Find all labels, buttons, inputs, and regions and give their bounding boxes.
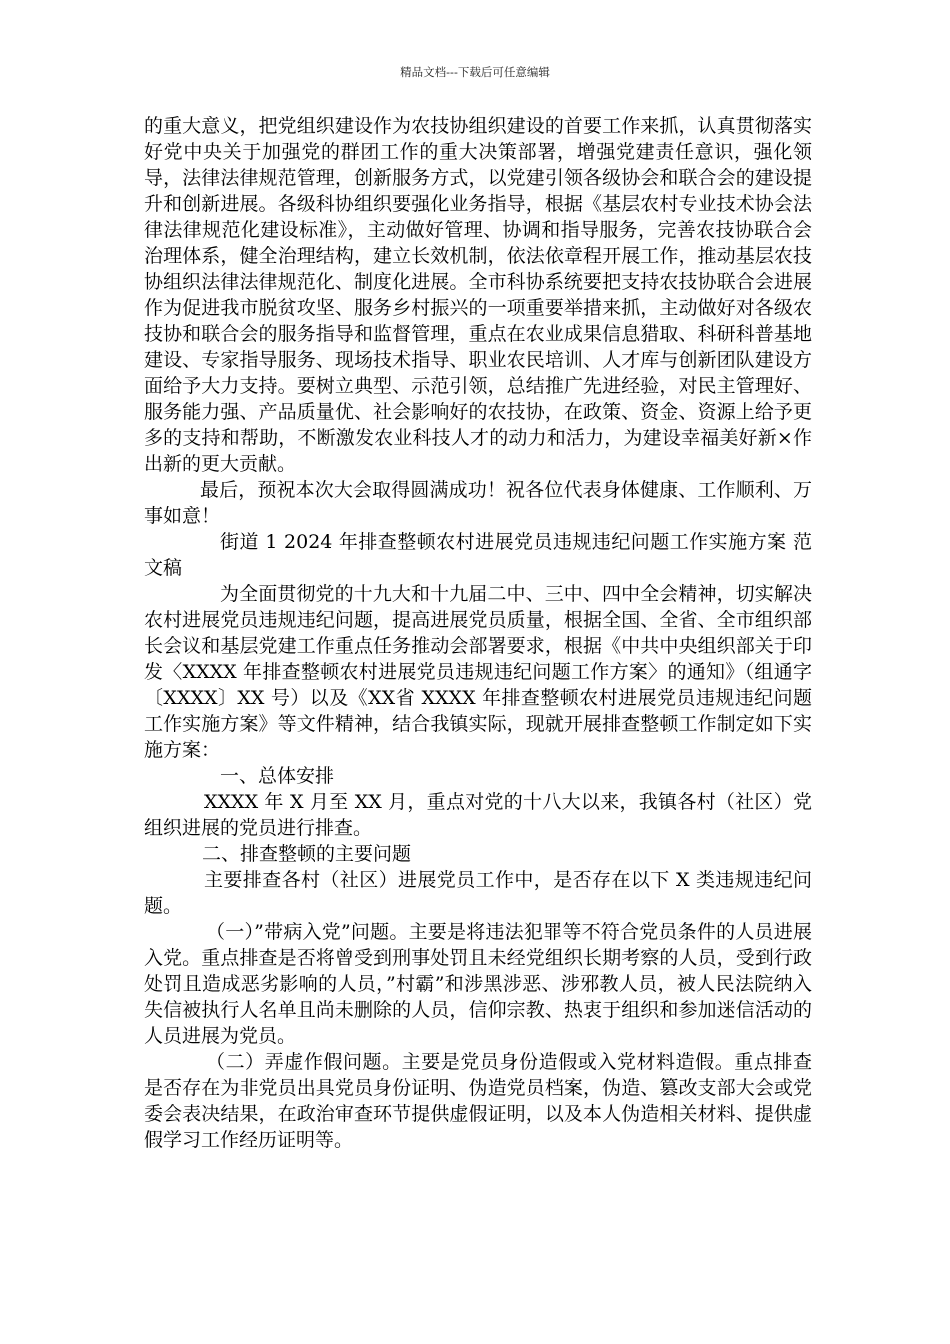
paragraph-issue-1: （一）”带病入党”问题。主要是将违法犯罪等不符合党员条件的人员进展入党。重点排查是否将曾受到刑事处罚且未经党组织长期考察的人员，受到行政处罚且造成恶劣影响的人员，”村霸”和涉黑涉恶、涉邪教人员，被人民法院纳入失信被执行人名单且尚未删除的人员，信仰宗教、热衷于组织和参加迷信活动的人员进展为党员。 (144, 921, 812, 1047)
paragraph-issue-2: （二）弄虚作假问题。主要是党员身份造假或入党材料造假。重点排查是否存在为非党员出具党员身份证明、伪造党员档案，伪造、篡改支部大会或党委会表决结果，在政治审查环节提供虚假证明，以及本人伪造相关材料、提供虚假学习工作经历证明等。 (144, 1051, 812, 1151)
paragraph-main-issues: 主要排查各村（社区）进展党员工作中，是否存在以下 X 类违规违纪问题。 (144, 869, 812, 917)
document-body (144, 113, 812, 1153)
document-title: 街道 1 2024 年排查整顿农村进展党员违规违纪问题工作实施方案 范文稿 (144, 531, 812, 579)
paragraph-schedule: XXXX 年 X 月至 XX 月，重点对党的十八大以来，我镇各村（社区）党组织进展的党员进行排查。 (144, 791, 812, 839)
paragraph-intro: 为全面贯彻党的十九大和十九届二中、三中、四中全会精神，切实解决农村进展党员违规违纪问题，提高进展党员质量，根据全国、全省、全市组织部长会议和基层党建工作重点任务推动会部署要求，根据《中共中央组织部关于印发〈XXXX 年排查整顿农村进展党员违规违纪问题工作方案〉的通知》（组通字〔XXXX〕XX 号）以及《XX省 XXXX 年排查整顿农村进展党员违规违纪问题工作实施方案》等文件精神，结合我镇实际，现就开展排查整顿工作制定如下实施方案： (144, 583, 812, 761)
section-heading-2: 二、排查整顿的主要问题 (202, 843, 412, 865)
section-heading-1: 一、总体安排 (220, 765, 335, 787)
page-header: 精品文档---下载后可任意编辑 (400, 65, 550, 79)
paragraph-closing: 最后，预祝本次大会取得圆满成功！祝各位代表身体健康、工作顺利、万事如意！ (144, 479, 812, 527)
paragraph-continuation: 的重大意义，把党组织建设作为农技协组织建设的首要工作来抓，认真贯彻落实好党中央关于加强党的群团工作的重大决策部署，增强党建责任意识，强化领导，法律法律规范管理，创新服务方式，以党建引领各级协会和联合会的建设提升和创新进展。各级科协组织要强化业务指导，根据《基层农村专业技术协会法律法律规范化建设标准》，主动做好管理、协调和指导服务，完善农技协联合会治理体系，健全治理结构，建立长效机制，依法依章程开展工作，推动基层农技协组织法律法律规范化、制度化进展。全市科协系统要把支持农技协联合会进展作为促进我市脱贫攻坚、服务乡村振兴的一项重要举措来抓，主动做好对各级农技协和联合会的服务指导和监督管理，重点在农业成果信息猎取、科研科普基地建设、专家指导服务、现场技术指导、职业农民培训、人才库与创新团队建设方面给予大力支持。要树立典型、示范引领，总结推广先进经验，对民主管理好、服务能力强、产品质量优、社会影响好的农技协，在政策、资金、资源上给予更多的支持和帮助，不断激发农业科技人才的动力和活力，为建设幸福美好新×作出新的更大贡献。 (144, 115, 812, 475)
